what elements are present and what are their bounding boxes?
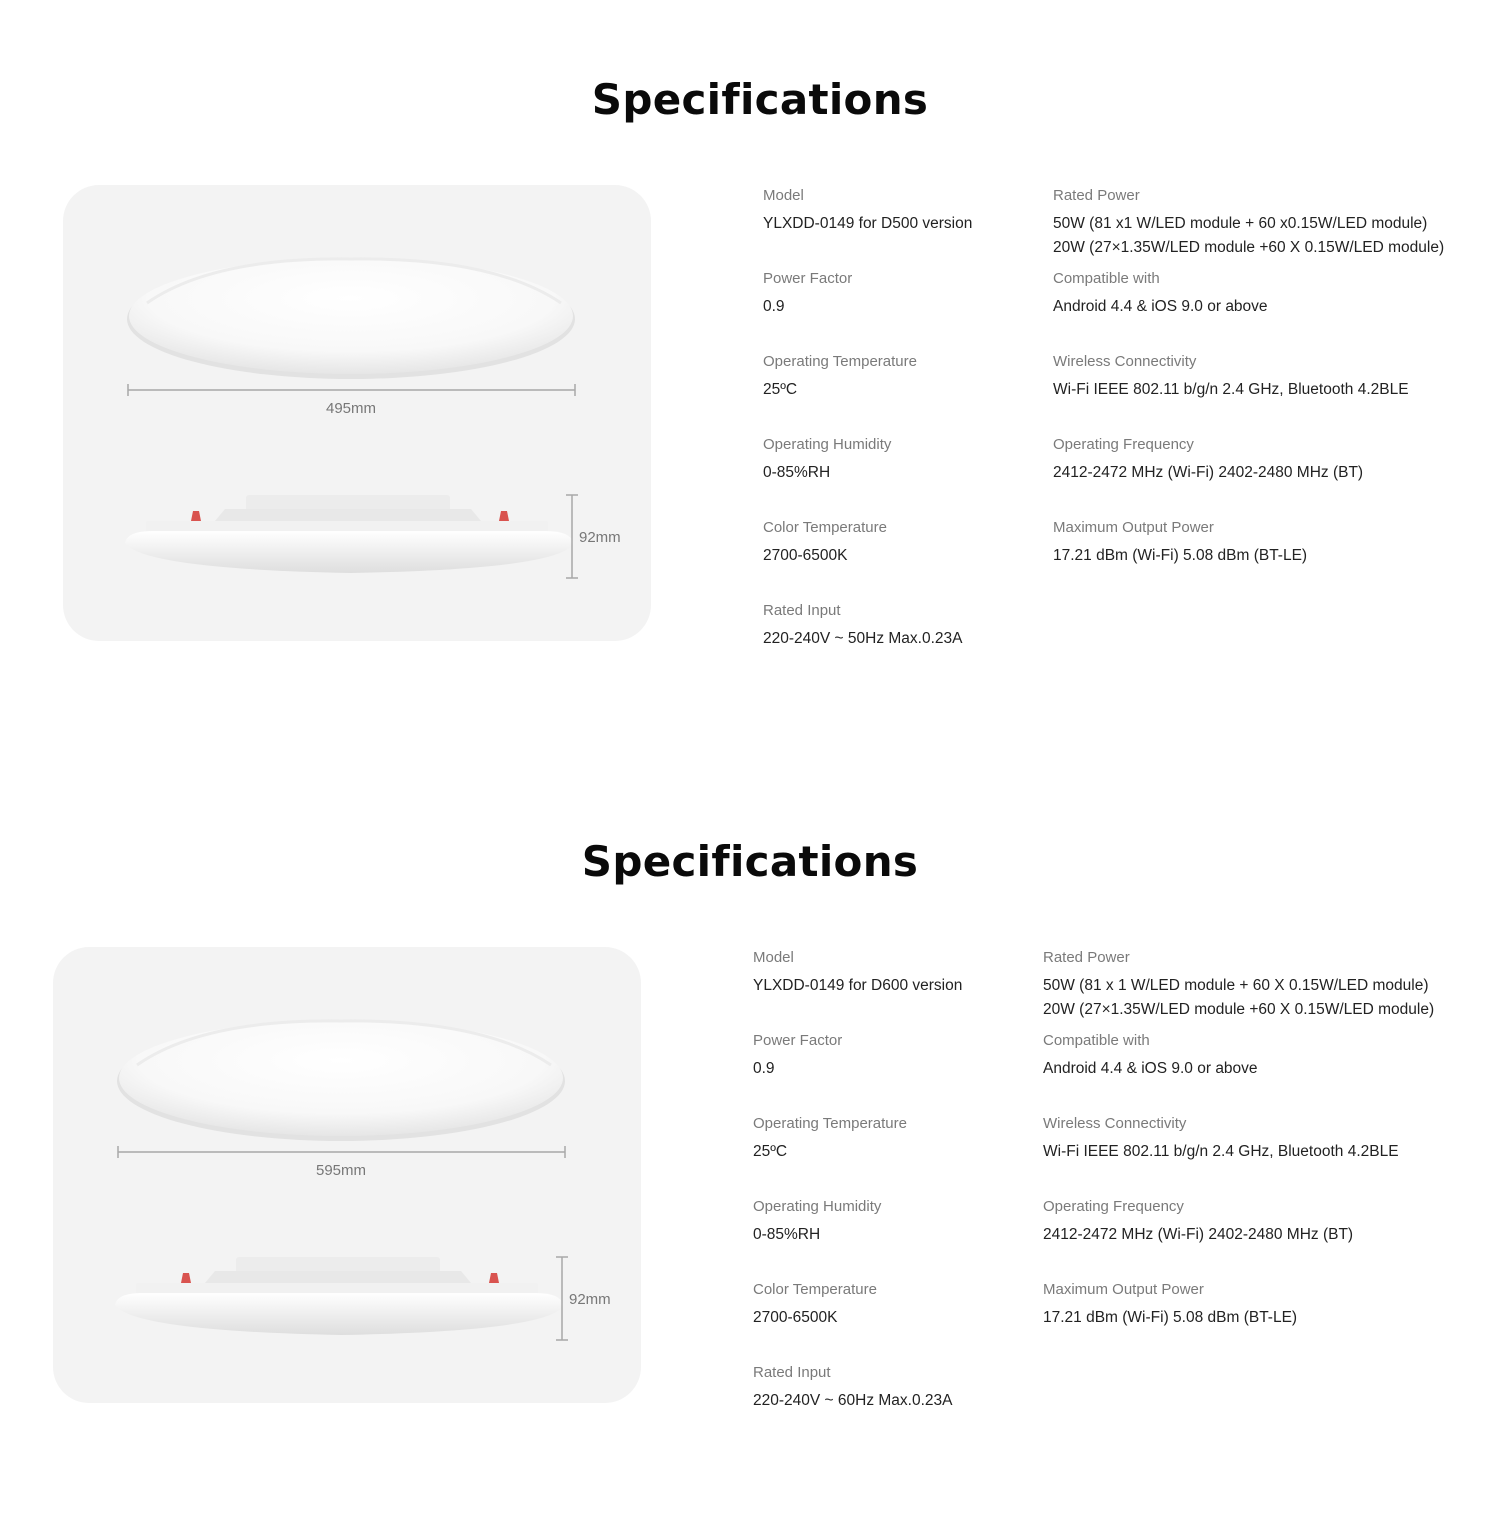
spec-operating-humidity (763, 436, 891, 485)
spec-power-factor (753, 1032, 842, 1081)
spec-value: Wi-Fi IEEE 802.11 b/g/n 2.4 GHz, Bluetooth 4.2BLE (1043, 1143, 1399, 1160)
spec-value: 220-240V ~ 50Hz Max.0.23A (763, 630, 963, 647)
spec-value: YLXDD-0149 for D500 version (763, 215, 973, 232)
spec-label: Model (763, 187, 804, 204)
spec-label: Compatible with (1043, 1032, 1150, 1049)
spec-compatible-with (1053, 270, 1268, 319)
width-dimension-line (118, 1146, 565, 1158)
width-dimension-label: 595mm (315, 1162, 367, 1179)
spec-value: 17.21 dBm (Wi-Fi) 5.08 dBm (BT-LE) (1053, 547, 1308, 564)
spec-label: Operating Humidity (763, 436, 892, 453)
height-dimension-label: 92mm (569, 1291, 611, 1308)
spec-compatible-with (1043, 1032, 1258, 1081)
spec-label: Color Temperature (753, 1281, 877, 1298)
spec-value: 25ºC (753, 1143, 788, 1160)
spec-value: 50W (81 x1 W/LED module + 60 x0.15W/LED module) (1053, 215, 1428, 232)
spec-label: Operating Temperature (763, 353, 917, 370)
ceiling-light-illustration (63, 185, 651, 641)
spec-rated-power (1053, 187, 1444, 260)
spec-wireless-connectivity (1043, 1115, 1399, 1164)
lamp-side-view (125, 495, 573, 573)
lamp-side-view (115, 1257, 563, 1335)
ceiling-light-illustration (53, 947, 641, 1403)
width-dimension-label: 495mm (325, 400, 377, 417)
section-title: Specifications (581, 837, 919, 886)
spec-value: 0-85%RH (763, 464, 831, 481)
spec-label: Rated Power (1043, 949, 1130, 966)
spec-color-temperature (753, 1281, 877, 1330)
product-image-panel (63, 185, 651, 641)
spec-power-factor (763, 270, 852, 319)
spec-model (763, 187, 972, 236)
spec-value: 2700-6500K (753, 1309, 838, 1326)
spec-rated-input (753, 1364, 952, 1413)
spec-model (753, 949, 962, 998)
spec-value: 0.9 (753, 1060, 775, 1077)
spec-value: 2412-2472 MHz (Wi-Fi) 2402-2480 MHz (BT) (1053, 464, 1364, 481)
spec-value-line2: 20W (27×1.35W/LED module +60 X 0.15W/LED module) (1043, 1001, 1435, 1018)
spec-wireless-connectivity (1053, 353, 1409, 402)
width-dimension-line (128, 384, 575, 396)
spec-section-d500 (0, 0, 1500, 760)
spec-label: Operating Humidity (753, 1198, 882, 1215)
mounting-clip-left (181, 1273, 191, 1283)
section-title: Specifications (591, 75, 929, 124)
spec-label: Wireless Connectivity (1043, 1115, 1187, 1132)
spec-maximum-output-power (1043, 1281, 1297, 1330)
spec-value: Wi-Fi IEEE 802.11 b/g/n 2.4 GHz, Bluetooth 4.2BLE (1053, 381, 1409, 398)
spec-operating-frequency (1053, 436, 1363, 485)
spec-section-d600 (0, 762, 1500, 1522)
spec-label: Wireless Connectivity (1053, 353, 1197, 370)
spec-operating-temperature (753, 1115, 907, 1164)
mounting-clip-right (499, 511, 509, 521)
spec-value: 220-240V ~ 60Hz Max.0.23A (753, 1392, 953, 1409)
spec-value: 50W (81 x 1 W/LED module + 60 X 0.15W/LED module) (1043, 977, 1429, 994)
mounting-clip-right (489, 1273, 499, 1283)
spec-value: 25ºC (763, 381, 798, 398)
spec-label: Maximum Output Power (1043, 1281, 1204, 1298)
spec-label: Power Factor (753, 1032, 843, 1049)
spec-operating-frequency (1043, 1198, 1353, 1247)
spec-operating-temperature (763, 353, 917, 402)
spec-value: 17.21 dBm (Wi-Fi) 5.08 dBm (BT-LE) (1043, 1309, 1298, 1326)
spec-label: Operating Temperature (753, 1115, 907, 1132)
spec-value: 0.9 (763, 298, 785, 315)
spec-value: 2412-2472 MHz (Wi-Fi) 2402-2480 MHz (BT) (1043, 1226, 1354, 1243)
spec-rated-power (1043, 949, 1434, 1022)
spec-value-line2: 20W (27×1.35W/LED module +60 X 0.15W/LED module) (1053, 239, 1445, 256)
spec-value: 0-85%RH (753, 1226, 821, 1243)
spec-value: Android 4.4 & iOS 9.0 or above (1053, 298, 1268, 315)
spec-rated-input (763, 602, 962, 651)
spec-value: Android 4.4 & iOS 9.0 or above (1043, 1060, 1258, 1077)
spec-label: Power Factor (763, 270, 853, 287)
spec-label: Operating Frequency (1043, 1198, 1184, 1215)
spec-value: 2700-6500K (763, 547, 848, 564)
spec-label: Compatible with (1053, 270, 1160, 287)
product-image-panel (53, 947, 641, 1403)
spec-label: Operating Frequency (1053, 436, 1194, 453)
spec-color-temperature (763, 519, 887, 568)
spec-operating-humidity (753, 1198, 881, 1247)
spec-label: Rated Input (753, 1364, 831, 1381)
spec-label: Model (753, 949, 794, 966)
mounting-clip-left (191, 511, 201, 521)
spec-label: Rated Input (763, 602, 841, 619)
spec-label: Color Temperature (763, 519, 887, 536)
spec-maximum-output-power (1053, 519, 1307, 568)
spec-label: Rated Power (1053, 187, 1140, 204)
spec-label: Maximum Output Power (1053, 519, 1214, 536)
spec-value: YLXDD-0149 for D600 version (753, 977, 963, 994)
height-dimension-label: 92mm (579, 529, 621, 546)
